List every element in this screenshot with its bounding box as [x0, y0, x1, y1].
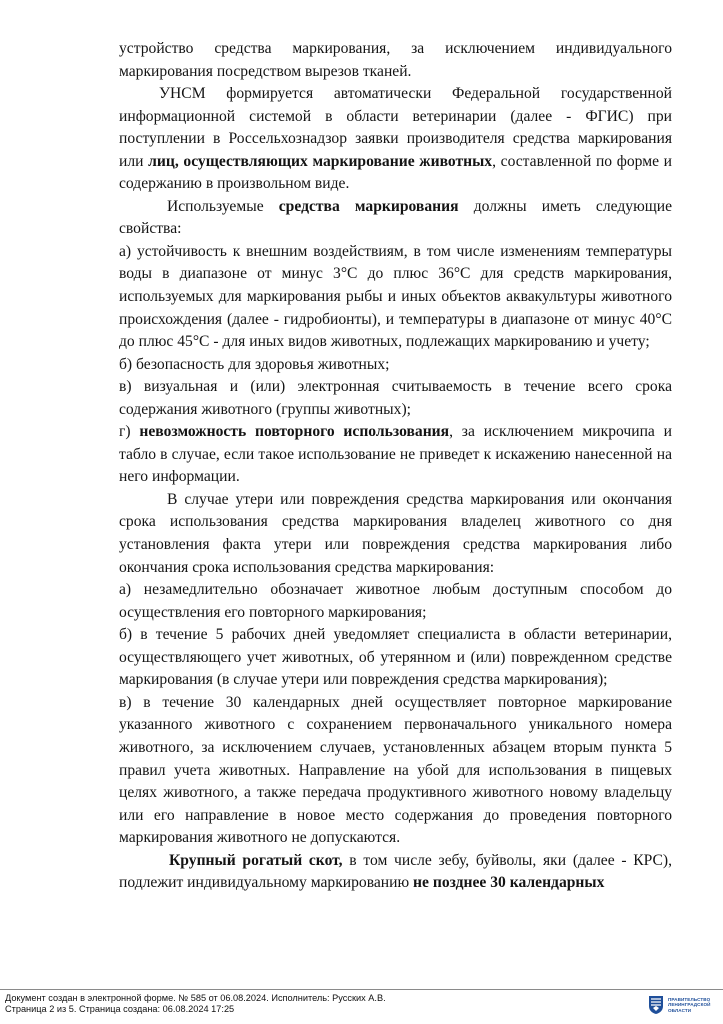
footer-line-page: Страница 2 из 5. Страница создана: 06.08.2024 17:25	[5, 1004, 235, 1014]
logo-line-3: ОБЛАСТИ	[668, 1007, 692, 1013]
list-item-b: б) безопасность для здоровья животных;	[119, 355, 390, 373]
unsm-bold: лиц, осуществляющих маркирование животных	[148, 152, 493, 170]
properties-bold: средства маркирования	[278, 197, 459, 215]
list-item-a: а) устойчивость к внешним воздействиям, в том числе изменениям температуры воды в диапазоне от минус 3°С до плюс 36°С для средств маркирования, используемых для маркирования рыбы и иных объектов аквакультуры животного происхождения (далее - гидробионты), и температуры в диапазоне от минус 40°С до плюс 45°С - для иных видов животных, подлежащих маркированию и учету;	[119, 242, 672, 351]
list-item-g-bold: невозможность повторного использования	[139, 423, 450, 441]
government-logo	[647, 993, 721, 1017]
paragraph-properties	[119, 196, 672, 241]
paragraph-krs	[119, 850, 672, 895]
list-item-v: в) визуальная и (или) электронная считываемость в течение всего срока содержания животного (группы животных);	[119, 378, 672, 418]
krs-bold-deadline: не позднее 30 календарных	[413, 874, 605, 892]
unsm-text-end: , составленной по форме и содержанию в произвольном виде.	[119, 152, 672, 193]
properties-text-end: должны иметь следующие свойства:	[119, 197, 672, 238]
list-item-g	[119, 421, 672, 489]
document-body	[119, 38, 672, 895]
logo-line-2: ЛЕНИНГРАДСКОЙ	[668, 1002, 711, 1008]
logo-line-1: ПРАВИТЕЛЬСТВО	[668, 996, 711, 1002]
unsm-text: УНСМ формируется автоматически Федеральной государственной информационной системой в области ветеринарии (далее - ФГИС) при поступлении в Россельхознадзор заявки производителя средства маркирования или	[119, 85, 672, 170]
footer-stamp	[5, 993, 605, 1015]
loss-item-v: в) в течение 30 календарных дней осуществляет повторное маркирование указанного животного с сохранением первоначального уникального номера животного, за исключением случаев, установленных абзацем вторым пункта 5 правил учета животных. Направление на убой для использования в пищевых целях животного, а также передача продуктивного животного новому владельцу или его направление в новое место содержания до проведения повторного маркирования животного не допускаются.	[119, 693, 672, 847]
footer-divider	[0, 989, 723, 990]
loss-item-a: а) незамедлительно обозначает животное любым доступным способом до осуществления его повторного маркирования;	[119, 581, 672, 621]
paragraph-continuation: устройство средства маркирования, за исключением индивидуального маркирования посредством вырезов тканей.	[119, 40, 672, 80]
coat-of-arms-icon	[647, 995, 665, 1015]
paragraph-unsm	[119, 83, 672, 196]
krs-bold: Крупный рогатый скот,	[169, 851, 343, 869]
list-item-g-prefix: г)	[119, 423, 140, 441]
krs-text: в том числе зебу, буйволы, яки (далее - КРС), подлежит индивидуальному маркированию	[119, 851, 672, 892]
loss-item-b: б) в течение 5 рабочих дней уведомляет специалиста в области ветеринарии, осуществляющего учет животных, об утерянном и (или) поврежденном средстве маркирования (в случае утери или повреждения средства маркирования);	[119, 626, 672, 689]
properties-text: Используемые	[167, 197, 279, 215]
paragraph-loss: В случае утери или повреждения средства маркирования или окончания срока использования средства маркирования владелец животного со дня установления факта утери или повреждения средства маркирования либо окончания срока использования средства маркирования:	[119, 490, 672, 576]
logo-caption	[668, 997, 711, 1013]
footer-line-document: Документ создан в электронной форме. № 585 от 06.08.2024. Исполнитель: Русских А.В.	[5, 993, 386, 1003]
list-item-g-rest: , за исключением микрочипа и табло в случае, если такое использование не приведет к искажению нанесенной на него информации.	[119, 423, 672, 486]
